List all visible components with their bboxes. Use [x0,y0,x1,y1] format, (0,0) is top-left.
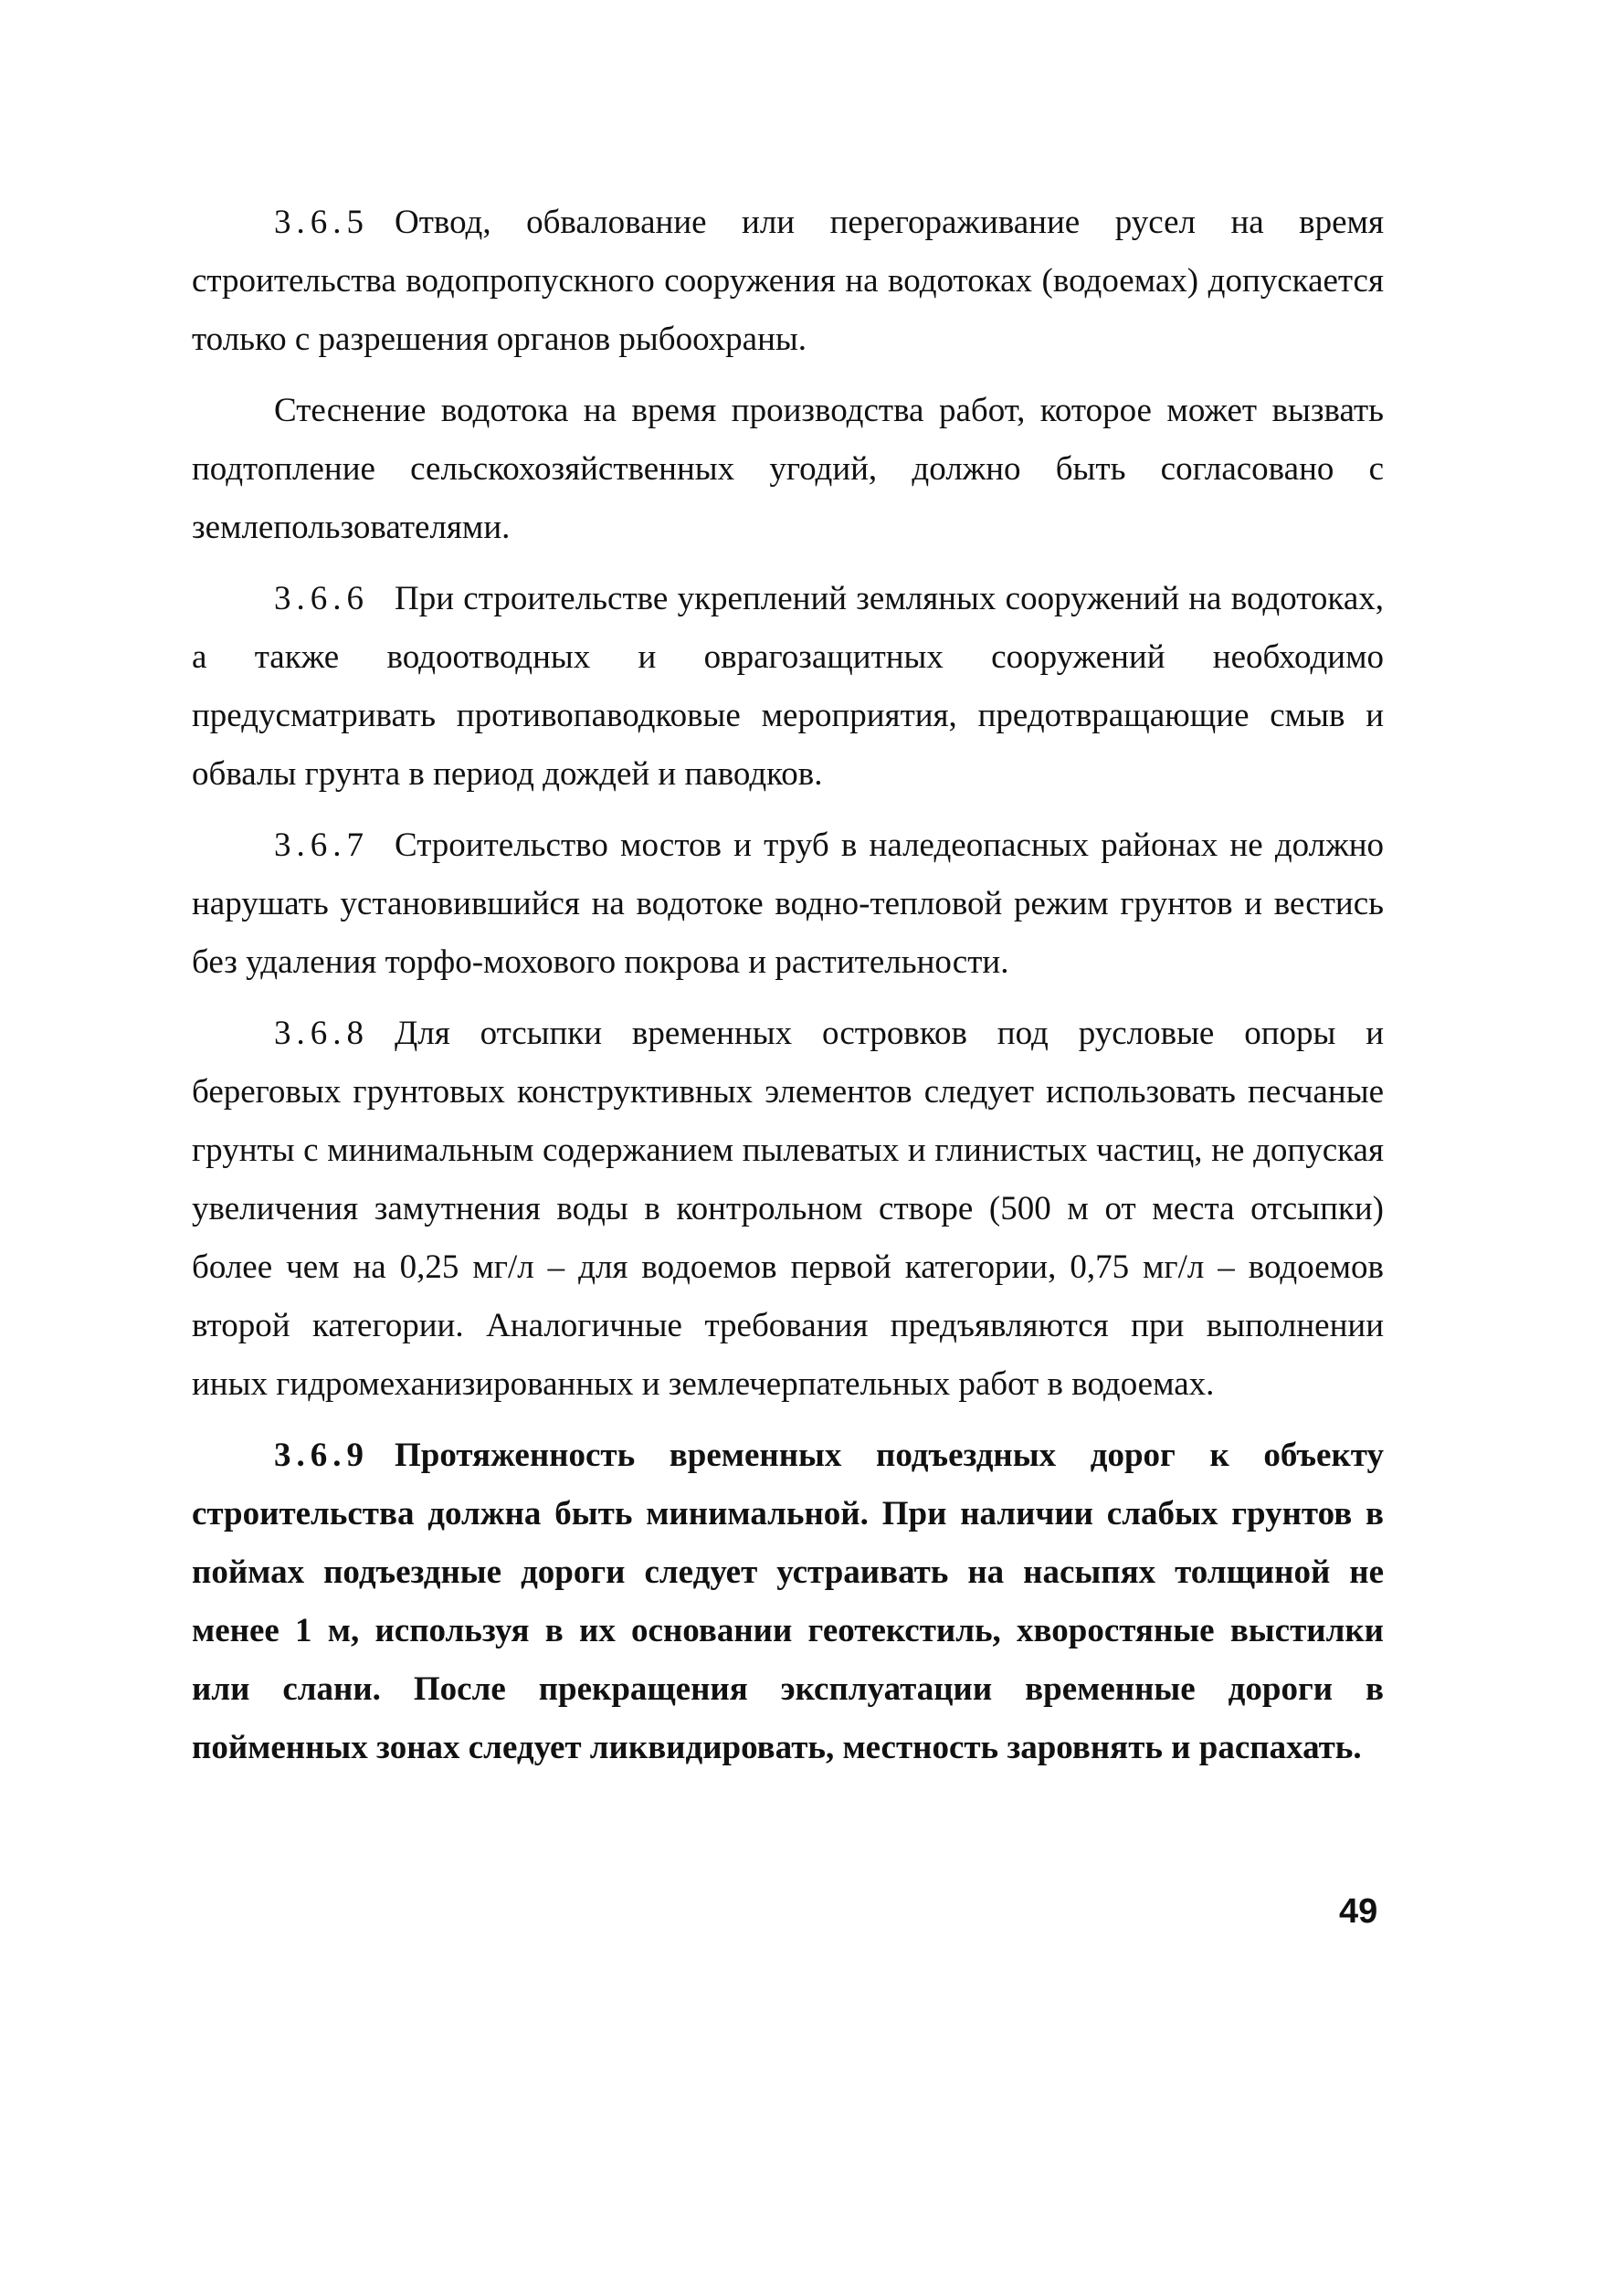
paragraph-number: 3.6.8 [274,1015,369,1052]
paragraph-text: Стеснение водотока на время производства работ, которое может вызвать подтопление сельскохозяйственных угодий, должно быть согласовано с землепользователями. [192,392,1384,546]
paragraph-number: 3.6.6 [274,580,369,617]
paragraph-3-6-8 [192,1005,1384,1414]
paragraph-text: При строительстве укреплений земляных сооружений на водотоках, а также водоотводных и оврагозащитных сооружений необходимо предусматривать противопаводковые мероприятия, предотвращающие смыв и обвалы грунта в период дождей и паводков. [192,580,1384,793]
paragraph-number: 3.6.7 [274,827,369,864]
paragraph-3-6-9 [192,1427,1384,1777]
paragraph-number: 3.6.9 [274,1437,369,1474]
paragraph-text: Отвод, обвалование или перегораживание русел на время строительства водопропускного сооружения на водотоках (водоемах) допускается только с разрешения органов рыбоохраны. [192,204,1384,358]
page-number: 49 [1339,1892,1378,1931]
paragraph-text: Строительство мостов и труб в наледеопасных районах не должно нарушать установившийся на водотоке водно-тепловой режим грунтов и вестись без удаления торфо-мохового покрова и растительности. [192,827,1384,981]
paragraph-3-6-6 [192,570,1384,804]
paragraph-3-6-5 [192,194,1384,369]
paragraph-text: Для отсыпки временных островков под русловые опоры и береговых грунтовых конструктивных элементов следует использовать песчаные грунты с минимальным содержанием пылеватых и глинистых частиц, не допуская увеличения замутнения воды в контрольном створе (500 м от места отсыпки) более чем на 0,25 мг/л – для водоемов первой категории, 0,75 мг/л – водоемов второй категории. Аналогичные требования предъявляются при выполнении иных гидромеханизированных и землечерпательных работ в водоемах. [192,1015,1384,1403]
paragraph-3-6-5-continuation [192,382,1384,557]
paragraph-number: 3.6.5 [274,204,369,241]
page-body [192,194,1384,1790]
paragraph-text: Протяженность временных подъездных дорог к объекту строительства должна быть минимальной. При наличии слабых грунтов в поймах подъездные дороги следует устраивать на насыпях толщиной не менее 1 м, используя в их основании геотекстиль, хворостяные выстилки или слани. После прекращения эксплуатации временные дороги в пойменных зонах следует ликвидировать, местность заровнять и распахать. [192,1437,1384,1766]
paragraph-3-6-7 [192,816,1384,992]
